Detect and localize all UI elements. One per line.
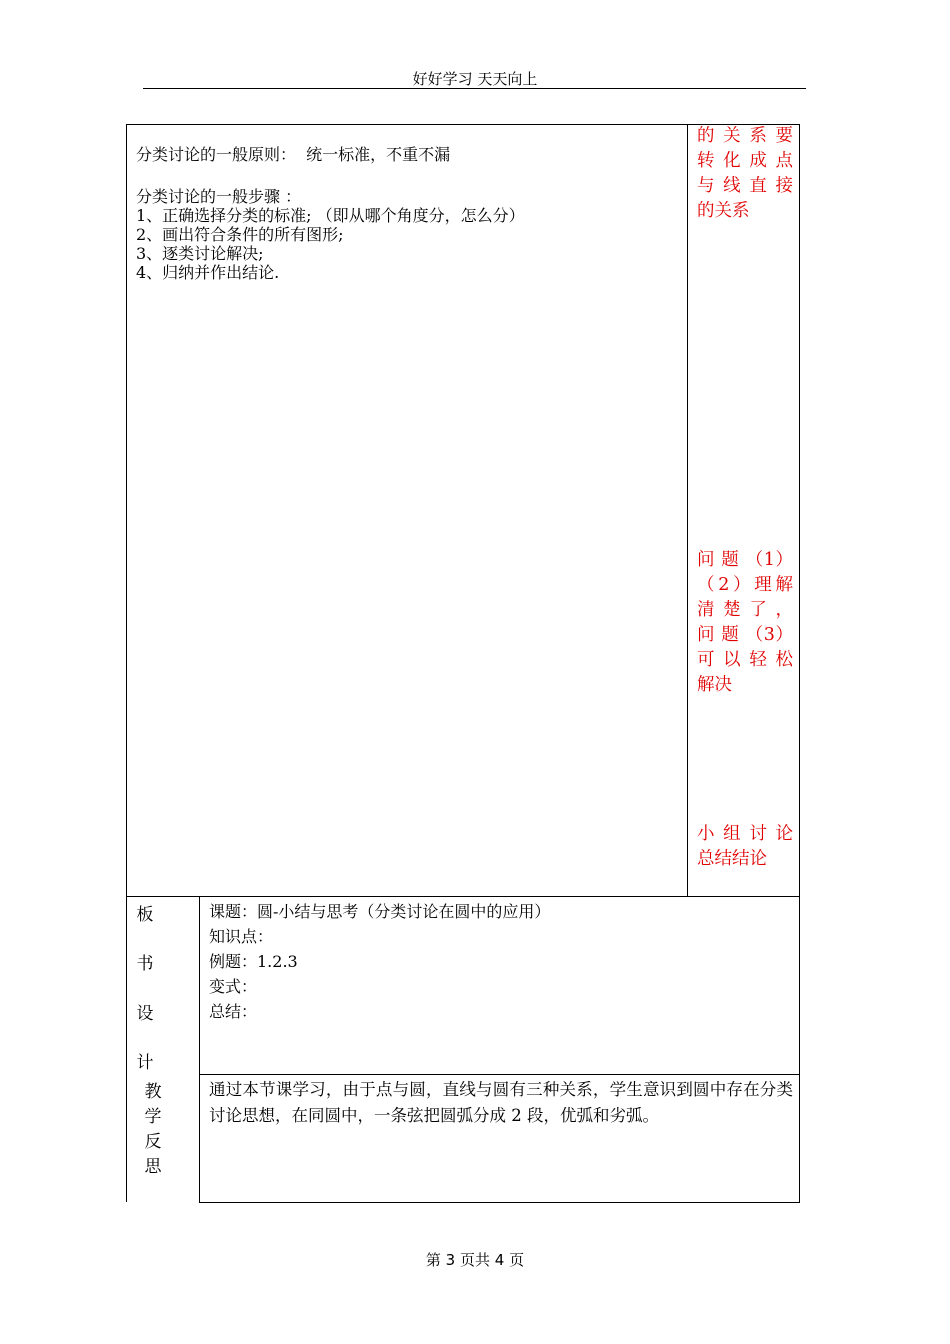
note-line: 的关系 bbox=[697, 201, 750, 221]
step-item: 3、逐类讨论解决; bbox=[136, 244, 264, 263]
reflection-label-char: 思 bbox=[144, 1157, 162, 1177]
page-footer: 第 3 页共 4 页 bbox=[425, 1251, 525, 1269]
board-line: 变式： bbox=[209, 977, 258, 996]
steps-title: 分类讨论的一般步骤 ： bbox=[136, 187, 302, 206]
main-cell-content bbox=[136, 145, 681, 282]
label-column-divider bbox=[199, 896, 200, 1203]
board-label-char: 计 bbox=[136, 1053, 154, 1073]
step-item: 4、归纳并作出结论. bbox=[136, 263, 280, 282]
note-line: 转 化 成 点 bbox=[697, 151, 793, 171]
step-item: 2、画出符合条件的所有图形; bbox=[136, 225, 344, 244]
note-line: 清 楚 了 ， bbox=[697, 600, 793, 620]
table-bottom-border bbox=[199, 1202, 800, 1203]
side-note-group-discussion bbox=[697, 822, 793, 872]
side-note-questions bbox=[697, 548, 793, 698]
main-row-bottom-border bbox=[126, 896, 800, 897]
board-label-char: 板 bbox=[136, 905, 154, 925]
board-line: 例题：1.2.3 bbox=[209, 952, 298, 971]
reflection-label-char: 学 bbox=[144, 1107, 162, 1127]
principle-line: 分类讨论的一般原则： 统一标准，不重不漏 bbox=[136, 145, 451, 164]
note-line: 可 以 轻 松 bbox=[697, 650, 793, 670]
reflection-label-char: 反 bbox=[144, 1132, 162, 1152]
board-design-content bbox=[209, 899, 550, 1024]
note-line: 与 线 直 接 bbox=[697, 176, 793, 196]
reflection-content: 通过本节课学习，由于点与圆，直线与圆有三种关系，学生意识到圆中存在分类讨论思想，在同圆中，一条弦把圆弧分成 2 段，优弧和劣弧。 bbox=[209, 1080, 793, 1125]
side-note-relationship bbox=[697, 124, 793, 224]
table-right-border bbox=[799, 124, 800, 1203]
page-header: 好好学习 天天向上 bbox=[412, 70, 538, 88]
note-line: 总结结论 bbox=[697, 849, 767, 869]
note-line: 解决 bbox=[697, 675, 732, 695]
table-left-border bbox=[126, 124, 127, 1202]
note-line: 问 题 （3） bbox=[697, 625, 793, 645]
note-line: 的 关 系 要 bbox=[697, 126, 793, 146]
board-line: 课题：圆-小结与思考（分类讨论在圆中的应用） bbox=[209, 902, 551, 921]
note-line: 问 题 （1） bbox=[697, 550, 793, 570]
note-line: 小组讨论 bbox=[697, 824, 793, 844]
step-item: 1、正确选择分类的标准; （即从哪个角度分，怎么分） bbox=[136, 206, 525, 225]
board-label-char: 书 bbox=[136, 954, 154, 974]
notes-column-divider bbox=[687, 124, 688, 897]
board-label-char: 设 bbox=[136, 1004, 154, 1024]
board-line: 知识点： bbox=[209, 927, 274, 946]
header-divider bbox=[143, 88, 806, 89]
board-row-bottom-border bbox=[199, 1074, 800, 1075]
board-line: 总结： bbox=[209, 1002, 258, 1021]
note-line: （2）理解 bbox=[697, 575, 793, 595]
reflection-label-char: 教 bbox=[144, 1082, 162, 1102]
